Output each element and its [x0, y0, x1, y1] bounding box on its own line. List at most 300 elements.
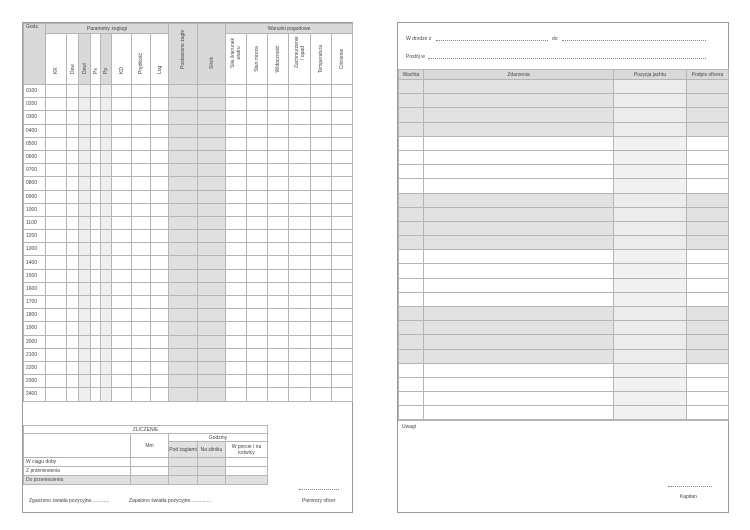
log-cell[interactable] — [226, 243, 247, 256]
event-cell[interactable] — [424, 94, 614, 108]
log-cell[interactable] — [289, 150, 311, 163]
event-cell[interactable] — [399, 122, 424, 136]
log-cell[interactable] — [268, 269, 289, 282]
log-cell[interactable] — [112, 177, 132, 190]
log-cell[interactable] — [311, 256, 332, 269]
log-cell[interactable] — [151, 361, 169, 374]
log-cell[interactable] — [268, 256, 289, 269]
log-cell[interactable] — [332, 296, 353, 309]
log-cell[interactable] — [198, 348, 226, 361]
event-cell[interactable] — [687, 150, 729, 164]
log-cell[interactable] — [268, 111, 289, 124]
log-cell[interactable] — [132, 164, 151, 177]
log-cell[interactable] — [112, 243, 132, 256]
log-cell[interactable] — [91, 388, 101, 401]
log-cell[interactable] — [79, 256, 91, 269]
log-cell[interactable] — [67, 164, 79, 177]
log-cell[interactable] — [79, 230, 91, 243]
log-cell[interactable] — [132, 296, 151, 309]
log-cell[interactable] — [112, 230, 132, 243]
event-cell[interactable] — [614, 392, 687, 406]
event-cell[interactable] — [614, 193, 687, 207]
route-from-field[interactable] — [436, 40, 548, 41]
log-cell[interactable] — [46, 388, 67, 401]
log-cell[interactable] — [247, 269, 268, 282]
log-cell[interactable] — [289, 335, 311, 348]
log-cell[interactable] — [79, 164, 91, 177]
log-cell[interactable] — [112, 150, 132, 163]
log-cell[interactable] — [101, 98, 112, 111]
log-cell[interactable] — [67, 282, 79, 295]
log-cell[interactable] — [311, 190, 332, 203]
log-cell[interactable] — [151, 164, 169, 177]
log-cell[interactable] — [311, 177, 332, 190]
event-cell[interactable] — [424, 264, 614, 278]
log-cell[interactable] — [151, 348, 169, 361]
log-cell[interactable] — [289, 322, 311, 335]
log-cell[interactable] — [67, 348, 79, 361]
log-cell[interactable] — [247, 150, 268, 163]
log-cell[interactable] — [247, 111, 268, 124]
log-cell[interactable] — [101, 230, 112, 243]
log-cell[interactable] — [226, 177, 247, 190]
log-cell[interactable] — [79, 361, 91, 374]
log-cell[interactable] — [151, 177, 169, 190]
event-cell[interactable] — [399, 392, 424, 406]
log-cell[interactable] — [198, 361, 226, 374]
log-cell[interactable] — [46, 348, 67, 361]
log-cell[interactable] — [169, 348, 198, 361]
log-cell[interactable] — [226, 98, 247, 111]
log-cell[interactable] — [112, 282, 132, 295]
log-cell[interactable] — [132, 388, 151, 401]
log-cell[interactable] — [91, 150, 101, 163]
log-cell[interactable] — [311, 124, 332, 137]
log-cell[interactable] — [268, 375, 289, 388]
log-cell[interactable] — [67, 177, 79, 190]
log-cell[interactable] — [67, 137, 79, 150]
log-cell[interactable] — [79, 269, 91, 282]
log-cell[interactable] — [79, 375, 91, 388]
log-cell[interactable] — [169, 177, 198, 190]
log-cell[interactable] — [289, 164, 311, 177]
log-cell[interactable] — [46, 309, 67, 322]
log-cell[interactable] — [101, 335, 112, 348]
event-cell[interactable] — [687, 165, 729, 179]
log-cell[interactable] — [132, 361, 151, 374]
log-cell[interactable] — [289, 243, 311, 256]
log-cell[interactable] — [46, 137, 67, 150]
log-cell[interactable] — [67, 243, 79, 256]
log-cell[interactable] — [46, 256, 67, 269]
log-cell[interactable] — [151, 375, 169, 388]
log-cell[interactable] — [101, 85, 112, 98]
log-cell[interactable] — [332, 375, 353, 388]
log-cell[interactable] — [112, 269, 132, 282]
log-cell[interactable] — [289, 111, 311, 124]
log-cell[interactable] — [112, 85, 132, 98]
event-cell[interactable] — [424, 165, 614, 179]
log-cell[interactable] — [79, 322, 91, 335]
log-cell[interactable] — [169, 243, 198, 256]
log-cell[interactable] — [289, 177, 311, 190]
log-cell[interactable] — [268, 309, 289, 322]
log-cell[interactable] — [101, 243, 112, 256]
log-cell[interactable] — [101, 269, 112, 282]
log-cell[interactable] — [247, 256, 268, 269]
log-cell[interactable] — [311, 137, 332, 150]
log-cell[interactable] — [289, 361, 311, 374]
log-cell[interactable] — [226, 309, 247, 322]
log-cell[interactable] — [268, 190, 289, 203]
log-cell[interactable] — [332, 111, 353, 124]
log-cell[interactable] — [67, 335, 79, 348]
event-cell[interactable] — [614, 363, 687, 377]
event-cell[interactable] — [399, 406, 424, 420]
log-cell[interactable] — [101, 177, 112, 190]
log-cell[interactable] — [311, 98, 332, 111]
log-cell[interactable] — [332, 322, 353, 335]
log-cell[interactable] — [79, 190, 91, 203]
event-cell[interactable] — [399, 335, 424, 349]
log-cell[interactable] — [198, 177, 226, 190]
log-cell[interactable] — [91, 322, 101, 335]
log-cell[interactable] — [151, 269, 169, 282]
log-cell[interactable] — [132, 322, 151, 335]
event-cell[interactable] — [399, 193, 424, 207]
log-cell[interactable] — [332, 216, 353, 229]
log-cell[interactable] — [151, 230, 169, 243]
log-cell[interactable] — [169, 296, 198, 309]
log-cell[interactable] — [132, 282, 151, 295]
log-cell[interactable] — [332, 282, 353, 295]
event-cell[interactable] — [399, 165, 424, 179]
log-cell[interactable] — [132, 230, 151, 243]
event-cell[interactable] — [424, 207, 614, 221]
event-cell[interactable] — [399, 108, 424, 122]
log-cell[interactable] — [198, 85, 226, 98]
log-cell[interactable] — [132, 309, 151, 322]
log-cell[interactable] — [101, 348, 112, 361]
log-cell[interactable] — [311, 322, 332, 335]
log-cell[interactable] — [132, 124, 151, 137]
event-cell[interactable] — [399, 307, 424, 321]
log-cell[interactable] — [169, 230, 198, 243]
log-cell[interactable] — [67, 190, 79, 203]
log-cell[interactable] — [247, 85, 268, 98]
log-cell[interactable] — [289, 282, 311, 295]
log-cell[interactable] — [79, 98, 91, 111]
log-cell[interactable] — [151, 216, 169, 229]
log-cell[interactable] — [247, 190, 268, 203]
log-cell[interactable] — [67, 309, 79, 322]
log-cell[interactable] — [132, 375, 151, 388]
event-cell[interactable] — [424, 179, 614, 193]
log-cell[interactable] — [268, 296, 289, 309]
log-cell[interactable] — [132, 190, 151, 203]
log-cell[interactable] — [289, 296, 311, 309]
log-cell[interactable] — [268, 85, 289, 98]
log-cell[interactable] — [101, 216, 112, 229]
log-cell[interactable] — [268, 137, 289, 150]
event-cell[interactable] — [614, 349, 687, 363]
log-cell[interactable] — [79, 335, 91, 348]
log-cell[interactable] — [332, 137, 353, 150]
log-cell[interactable] — [268, 361, 289, 374]
log-cell[interactable] — [91, 230, 101, 243]
event-cell[interactable] — [687, 80, 729, 94]
log-cell[interactable] — [101, 296, 112, 309]
log-cell[interactable] — [247, 361, 268, 374]
log-cell[interactable] — [226, 124, 247, 137]
log-cell[interactable] — [268, 216, 289, 229]
event-cell[interactable] — [399, 136, 424, 150]
log-cell[interactable] — [332, 388, 353, 401]
log-cell[interactable] — [311, 164, 332, 177]
event-cell[interactable] — [399, 207, 424, 221]
log-cell[interactable] — [268, 348, 289, 361]
log-cell[interactable] — [226, 164, 247, 177]
log-cell[interactable] — [112, 348, 132, 361]
log-cell[interactable] — [79, 348, 91, 361]
log-cell[interactable] — [151, 335, 169, 348]
log-cell[interactable] — [79, 296, 91, 309]
log-cell[interactable] — [226, 296, 247, 309]
log-cell[interactable] — [132, 137, 151, 150]
event-cell[interactable] — [424, 80, 614, 94]
log-cell[interactable] — [247, 124, 268, 137]
log-cell[interactable] — [226, 150, 247, 163]
log-cell[interactable] — [79, 282, 91, 295]
log-cell[interactable] — [311, 309, 332, 322]
log-cell[interactable] — [332, 98, 353, 111]
log-cell[interactable] — [311, 388, 332, 401]
log-cell[interactable] — [311, 230, 332, 243]
event-cell[interactable] — [687, 236, 729, 250]
event-cell[interactable] — [687, 207, 729, 221]
log-cell[interactable] — [289, 256, 311, 269]
event-cell[interactable] — [424, 278, 614, 292]
event-cell[interactable] — [424, 321, 614, 335]
log-cell[interactable] — [169, 256, 198, 269]
event-cell[interactable] — [687, 349, 729, 363]
event-cell[interactable] — [614, 150, 687, 164]
log-cell[interactable] — [198, 322, 226, 335]
event-cell[interactable] — [687, 264, 729, 278]
log-cell[interactable] — [311, 269, 332, 282]
log-cell[interactable] — [132, 177, 151, 190]
log-cell[interactable] — [46, 177, 67, 190]
log-cell[interactable] — [268, 335, 289, 348]
log-cell[interactable] — [332, 150, 353, 163]
log-cell[interactable] — [332, 230, 353, 243]
log-cell[interactable] — [226, 361, 247, 374]
log-cell[interactable] — [151, 282, 169, 295]
log-cell[interactable] — [311, 243, 332, 256]
log-cell[interactable] — [46, 85, 67, 98]
log-cell[interactable] — [132, 203, 151, 216]
log-cell[interactable] — [67, 375, 79, 388]
log-cell[interactable] — [198, 282, 226, 295]
log-cell[interactable] — [101, 322, 112, 335]
port-field[interactable] — [428, 58, 706, 59]
log-cell[interactable] — [101, 203, 112, 216]
log-cell[interactable] — [332, 85, 353, 98]
log-cell[interactable] — [198, 243, 226, 256]
log-cell[interactable] — [311, 282, 332, 295]
log-cell[interactable] — [332, 164, 353, 177]
log-cell[interactable] — [132, 335, 151, 348]
log-cell[interactable] — [67, 150, 79, 163]
log-cell[interactable] — [289, 137, 311, 150]
log-cell[interactable] — [132, 150, 151, 163]
log-cell[interactable] — [198, 269, 226, 282]
event-cell[interactable] — [687, 193, 729, 207]
log-cell[interactable] — [268, 98, 289, 111]
event-cell[interactable] — [614, 236, 687, 250]
log-cell[interactable] — [332, 203, 353, 216]
log-cell[interactable] — [311, 203, 332, 216]
log-cell[interactable] — [91, 269, 101, 282]
event-cell[interactable] — [614, 321, 687, 335]
log-cell[interactable] — [169, 150, 198, 163]
log-cell[interactable] — [91, 216, 101, 229]
log-cell[interactable] — [101, 309, 112, 322]
log-cell[interactable] — [169, 164, 198, 177]
log-cell[interactable] — [332, 269, 353, 282]
log-cell[interactable] — [332, 190, 353, 203]
log-cell[interactable] — [332, 256, 353, 269]
log-cell[interactable] — [226, 282, 247, 295]
log-cell[interactable] — [226, 335, 247, 348]
log-cell[interactable] — [247, 309, 268, 322]
event-cell[interactable] — [399, 377, 424, 391]
log-cell[interactable] — [198, 256, 226, 269]
log-cell[interactable] — [169, 203, 198, 216]
log-cell[interactable] — [226, 388, 247, 401]
log-cell[interactable] — [67, 216, 79, 229]
log-cell[interactable] — [268, 164, 289, 177]
event-cell[interactable] — [614, 278, 687, 292]
log-cell[interactable] — [169, 282, 198, 295]
log-cell[interactable] — [101, 388, 112, 401]
log-cell[interactable] — [247, 348, 268, 361]
log-cell[interactable] — [268, 282, 289, 295]
event-cell[interactable] — [614, 335, 687, 349]
event-cell[interactable] — [687, 292, 729, 306]
log-cell[interactable] — [289, 85, 311, 98]
log-cell[interactable] — [46, 269, 67, 282]
event-cell[interactable] — [614, 207, 687, 221]
log-cell[interactable] — [46, 150, 67, 163]
log-cell[interactable] — [91, 190, 101, 203]
log-cell[interactable] — [151, 388, 169, 401]
log-cell[interactable] — [198, 150, 226, 163]
log-cell[interactable] — [268, 177, 289, 190]
log-cell[interactable] — [332, 361, 353, 374]
log-cell[interactable] — [151, 190, 169, 203]
log-cell[interactable] — [268, 322, 289, 335]
log-cell[interactable] — [101, 111, 112, 124]
log-cell[interactable] — [226, 230, 247, 243]
log-cell[interactable] — [101, 137, 112, 150]
log-cell[interactable] — [289, 388, 311, 401]
log-cell[interactable] — [46, 98, 67, 111]
log-cell[interactable] — [268, 230, 289, 243]
log-cell[interactable] — [46, 230, 67, 243]
log-cell[interactable] — [79, 150, 91, 163]
log-cell[interactable] — [79, 388, 91, 401]
log-cell[interactable] — [46, 361, 67, 374]
log-cell[interactable] — [332, 124, 353, 137]
log-cell[interactable] — [132, 85, 151, 98]
log-cell[interactable] — [91, 348, 101, 361]
log-cell[interactable] — [91, 243, 101, 256]
event-cell[interactable] — [687, 363, 729, 377]
log-cell[interactable] — [247, 322, 268, 335]
log-cell[interactable] — [198, 375, 226, 388]
log-cell[interactable] — [268, 388, 289, 401]
log-cell[interactable] — [247, 335, 268, 348]
log-cell[interactable] — [226, 375, 247, 388]
event-cell[interactable] — [424, 335, 614, 349]
event-cell[interactable] — [614, 307, 687, 321]
log-cell[interactable] — [226, 322, 247, 335]
log-cell[interactable] — [112, 137, 132, 150]
log-cell[interactable] — [198, 230, 226, 243]
event-cell[interactable] — [424, 150, 614, 164]
log-cell[interactable] — [112, 256, 132, 269]
log-cell[interactable] — [112, 164, 132, 177]
log-cell[interactable] — [226, 190, 247, 203]
log-cell[interactable] — [311, 375, 332, 388]
event-cell[interactable] — [687, 179, 729, 193]
log-cell[interactable] — [198, 190, 226, 203]
log-cell[interactable] — [247, 230, 268, 243]
log-cell[interactable] — [289, 216, 311, 229]
log-cell[interactable] — [67, 85, 79, 98]
log-cell[interactable] — [289, 230, 311, 243]
log-cell[interactable] — [247, 388, 268, 401]
log-cell[interactable] — [247, 296, 268, 309]
log-cell[interactable] — [46, 164, 67, 177]
log-cell[interactable] — [169, 375, 198, 388]
log-cell[interactable] — [112, 375, 132, 388]
log-cell[interactable] — [79, 124, 91, 137]
log-cell[interactable] — [226, 137, 247, 150]
log-cell[interactable] — [247, 216, 268, 229]
event-cell[interactable] — [687, 406, 729, 420]
log-cell[interactable] — [112, 216, 132, 229]
log-cell[interactable] — [101, 124, 112, 137]
log-cell[interactable] — [112, 322, 132, 335]
log-cell[interactable] — [112, 203, 132, 216]
log-cell[interactable] — [67, 203, 79, 216]
event-cell[interactable] — [687, 250, 729, 264]
event-cell[interactable] — [614, 250, 687, 264]
log-cell[interactable] — [91, 177, 101, 190]
log-cell[interactable] — [289, 203, 311, 216]
log-cell[interactable] — [151, 85, 169, 98]
log-cell[interactable] — [151, 309, 169, 322]
event-cell[interactable] — [399, 264, 424, 278]
event-cell[interactable] — [424, 292, 614, 306]
log-cell[interactable] — [247, 98, 268, 111]
event-cell[interactable] — [424, 363, 614, 377]
log-cell[interactable] — [198, 124, 226, 137]
event-cell[interactable] — [687, 321, 729, 335]
log-cell[interactable] — [132, 98, 151, 111]
